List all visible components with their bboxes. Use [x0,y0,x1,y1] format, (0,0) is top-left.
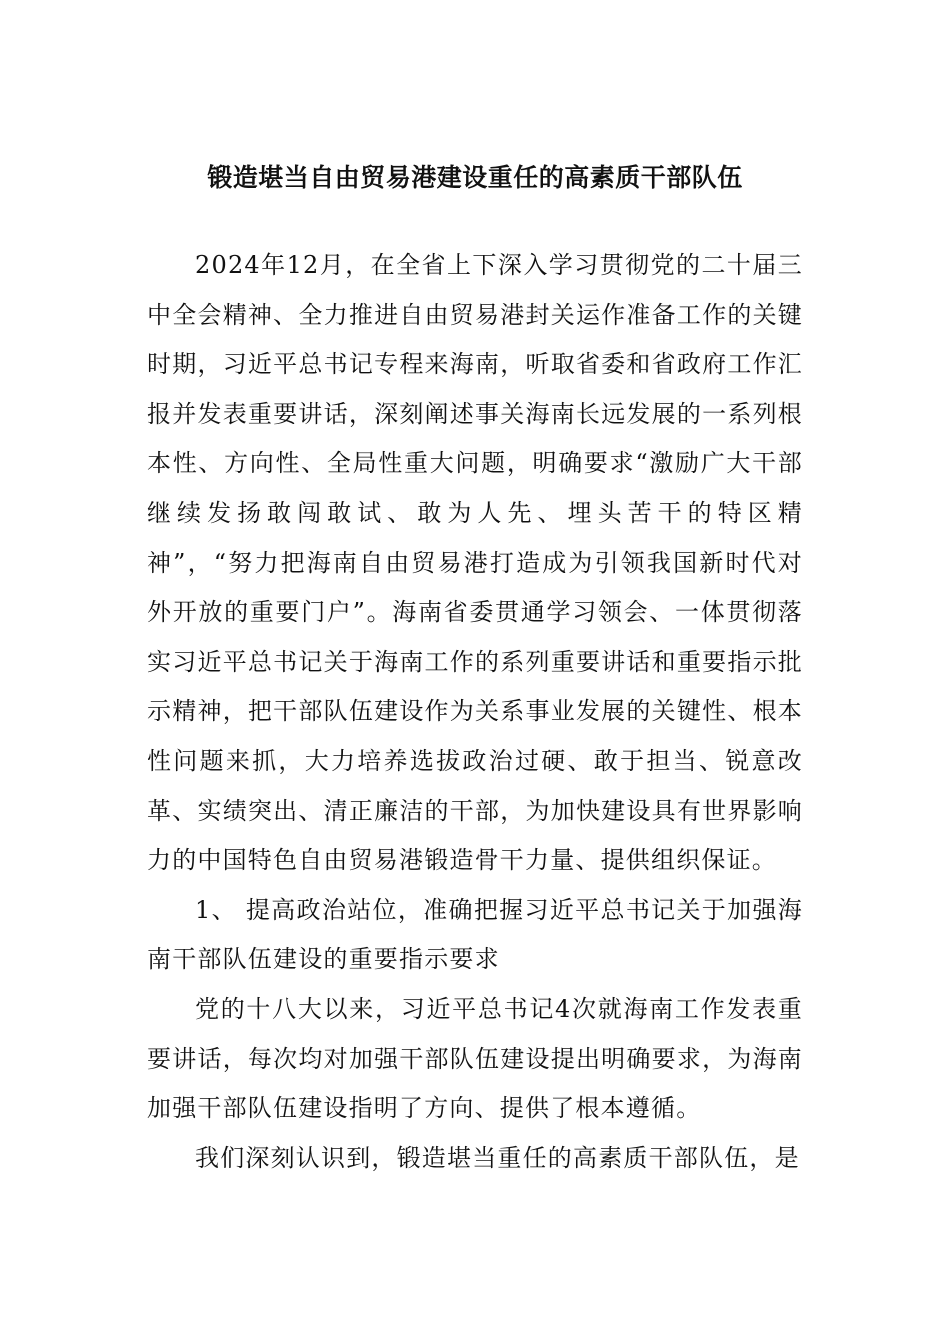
section-heading-1: 1、 提高政治站位，准确把握习近平总书记关于加强海南干部队伍建设的重要指示要求 [147,895,803,974]
document-body [147,241,803,1183]
document-title: 锻造堪当自由贸易港建设重任的高素质干部队伍 [207,163,743,192]
paragraph-section-1: 党的十八大以来，习近平总书记4次就海南工作发表重要讲话，每次均对加强干部队伍建设提出明确要求，为海南加强干部队伍建设指明了方向、提供了根本遵循。 [147,994,803,1123]
paragraph-intro: 2024年12月，在全省上下深入学习贯彻党的二十届三中全会精神、全力推进自由贸易港封关运作准备工作的关键时期，习近平总书记专程来海南，听取省委和省政府工作汇报并发表重要讲话，深刻阐述事关海南长远发展的一系列根本性、方向性、全局性重大问题，明确要求“激励广大干部继续发扬敢闯敢试、敢为人先、埋头苦干的特区精神”，“努力把海南自由贸易港打造成为引领我国新时代对外开放的重要门户”。海南省委贯通学习领会、一体贯彻落实习近平总书记关于海南工作的系列重要讲话和重要指示批示精神，把干部队伍建设作为关系事业发展的关键性、根本性问题来抓，大力培养选拔政治过硬、敢于担当、锐意改革、实绩突出、清正廉洁的干部，为加快建设具有世界影响力的中国特色自由贸易港锻造骨干力量、提供组织保证。 [147,251,803,875]
paragraph-continued: 我们深刻认识到，锻造堪当重任的高素质干部队伍，是 [195,1143,800,1172]
